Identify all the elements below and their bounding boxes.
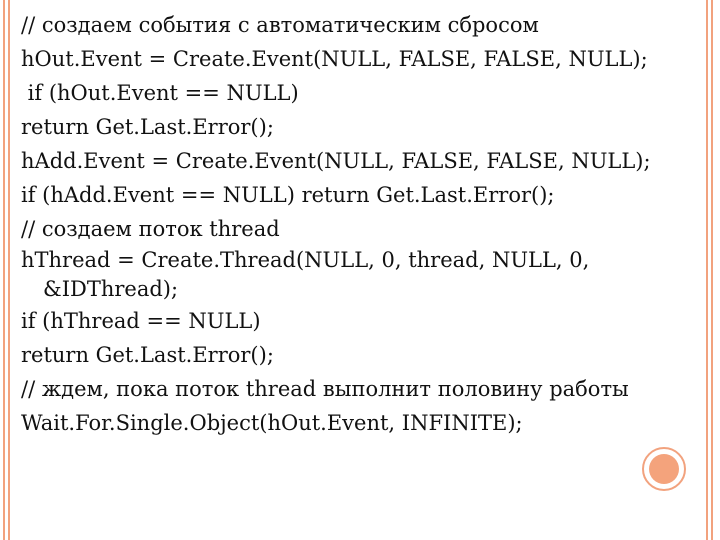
left-border-inner [8,0,10,540]
code-line: hThread = Create.Thread(NULL, 0, thread, NULL, 0, [21,248,590,272]
code-line: hOut.Event = Create.Event(NULL, FALSE, FALSE, NULL); [21,47,648,71]
code-line-continuation: &IDThread); [43,277,179,301]
code-line: if (hAdd.Event == NULL) return Get.Last.Error(); [21,183,555,207]
decorative-circle-icon [642,447,686,491]
right-border-outer [711,0,713,540]
left-border-outer [3,0,5,540]
decorative-circle-fill [649,454,679,484]
code-comment-events: // создаем события с автоматическим сбросом [21,13,539,37]
code-line: if (hOut.Event == NULL) [21,81,299,105]
code-line: if (hThread == NULL) [21,309,261,333]
code-line: Wait.For.Single.Object(hOut.Event, INFINITE); [21,411,523,435]
right-border-inner [706,0,708,540]
code-listing [21,8,691,440]
code-comment-wait: // ждем, пока поток thread выполнит половину работы [21,377,629,401]
code-line: return Get.Last.Error(); [21,343,274,367]
code-line: return Get.Last.Error(); [21,115,274,139]
code-comment-thread: // создаем поток thread [21,217,280,241]
code-line: hAdd.Event = Create.Event(NULL, FALSE, FALSE, NULL); [21,149,651,173]
